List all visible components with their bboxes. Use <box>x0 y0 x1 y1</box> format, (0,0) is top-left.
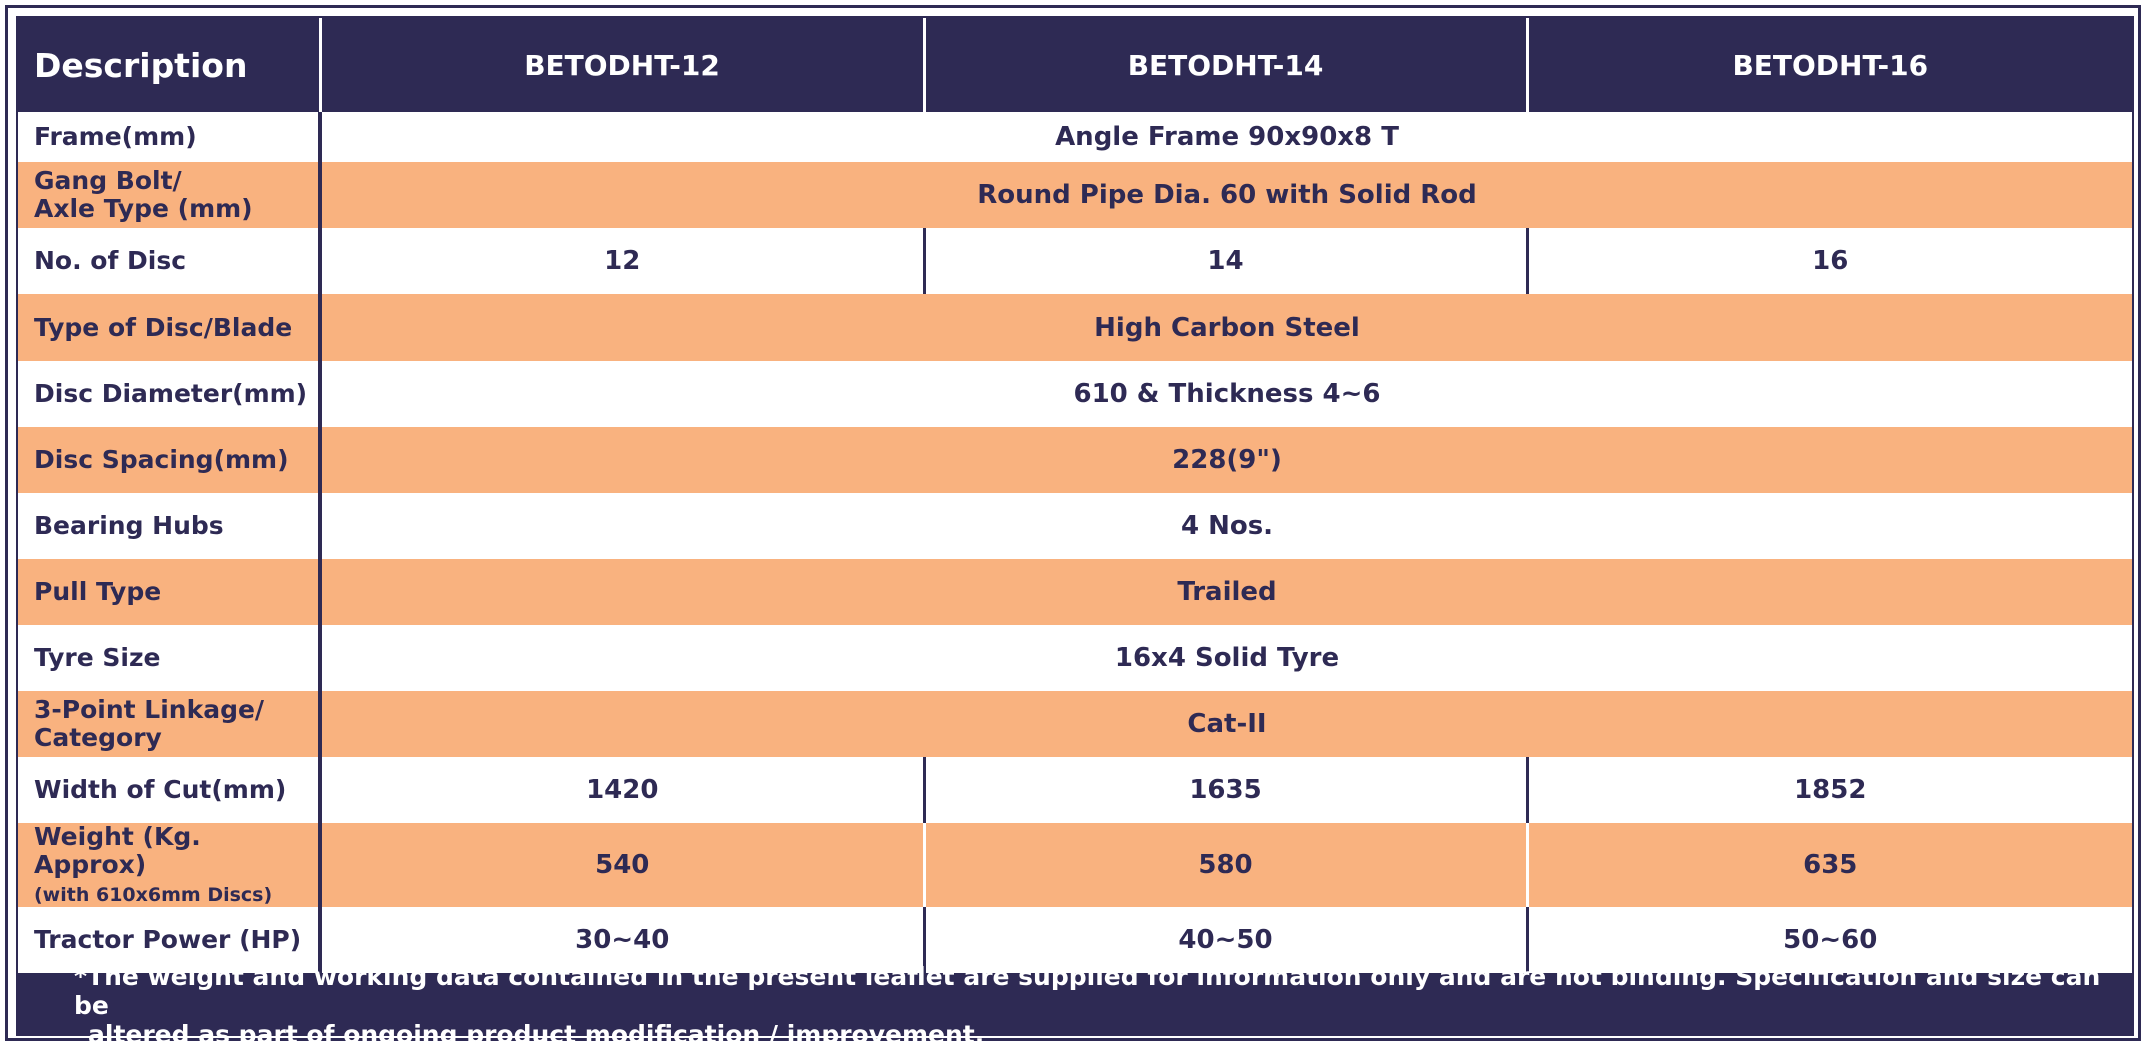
label-line-2: Category <box>34 723 162 752</box>
row-no-of-disc <box>18 228 2132 294</box>
row-value: Trailed <box>320 559 2132 625</box>
row-disc-spacing <box>18 427 2132 493</box>
header-model-16: BETODHT-16 <box>1527 18 2132 112</box>
row-label: Frame(mm) <box>18 112 320 162</box>
row-label <box>18 691 320 757</box>
row-tyre-size <box>18 625 2132 691</box>
row-label: Type of Disc/Blade <box>18 294 320 361</box>
header-description: Description <box>18 18 320 112</box>
row-width-of-cut <box>18 757 2132 823</box>
row-disc-type <box>18 294 2132 361</box>
row-label: Disc Spacing(mm) <box>18 427 320 493</box>
row-value: High Carbon Steel <box>320 294 2132 361</box>
header-model-14: BETODHT-14 <box>924 18 1527 112</box>
cell-model-16: 1852 <box>1527 757 2132 823</box>
label-line-2: Axle Type (mm) <box>34 194 253 223</box>
row-value: 228(9") <box>320 427 2132 493</box>
row-pull-type <box>18 559 2132 625</box>
row-label: Bearing Hubs <box>18 493 320 559</box>
cell-model-12: 1420 <box>320 757 924 823</box>
label-line-2: (with 610x6mm Discs) <box>34 884 273 906</box>
row-linkage <box>18 691 2132 757</box>
row-frame <box>18 112 2132 162</box>
cell-model-12: 540 <box>320 823 924 907</box>
cell-model-12: 30~40 <box>320 907 924 973</box>
footnote <box>74 962 2114 1049</box>
label-line-1: Gang Bolt/ <box>34 166 182 195</box>
row-disc-diameter <box>18 361 2132 427</box>
row-bearing-hubs <box>18 493 2132 559</box>
cell-model-16: 635 <box>1527 823 2132 907</box>
row-value: 16x4 Solid Tyre <box>320 625 2132 691</box>
header-row <box>18 18 2132 112</box>
cell-model-16: 50~60 <box>1527 907 2132 973</box>
footnote-line-1: *The weight and working data contained in the present leaflet are supplied for information only and are not binding. Specification and size can be <box>74 962 2101 1020</box>
row-label: Pull Type <box>18 559 320 625</box>
label-line-1: 3-Point Linkage/ <box>34 695 265 724</box>
footnote-line-2: altered as part of ongoing product modification / improvement. <box>88 1020 985 1049</box>
cell-model-12: 12 <box>320 228 924 294</box>
row-label: Tractor Power (HP) <box>18 907 320 973</box>
row-value: Cat-II <box>320 691 2132 757</box>
row-label: Tyre Size <box>18 625 320 691</box>
row-weight <box>18 823 2132 907</box>
cell-model-14: 580 <box>924 823 1527 907</box>
cell-model-14: 1635 <box>924 757 1527 823</box>
cell-model-16: 16 <box>1527 228 2132 294</box>
row-value: Angle Frame 90x90x8 T <box>320 112 2132 162</box>
spec-table <box>18 18 2132 973</box>
row-value: 4 Nos. <box>320 493 2132 559</box>
row-value: 610 & Thickness 4~6 <box>320 361 2132 427</box>
row-label: Disc Diameter(mm) <box>18 361 320 427</box>
row-value: Round Pipe Dia. 60 with Solid Rod <box>320 162 2132 228</box>
row-label: No. of Disc <box>18 228 320 294</box>
cell-model-14: 14 <box>924 228 1527 294</box>
row-gang-bolt <box>18 162 2132 228</box>
cell-model-14: 40~50 <box>924 907 1527 973</box>
header-model-12: BETODHT-12 <box>320 18 924 112</box>
row-label <box>18 162 320 228</box>
row-label <box>18 823 320 907</box>
row-label: Width of Cut(mm) <box>18 757 320 823</box>
label-line-1: Weight (Kg. Approx) <box>34 823 201 879</box>
